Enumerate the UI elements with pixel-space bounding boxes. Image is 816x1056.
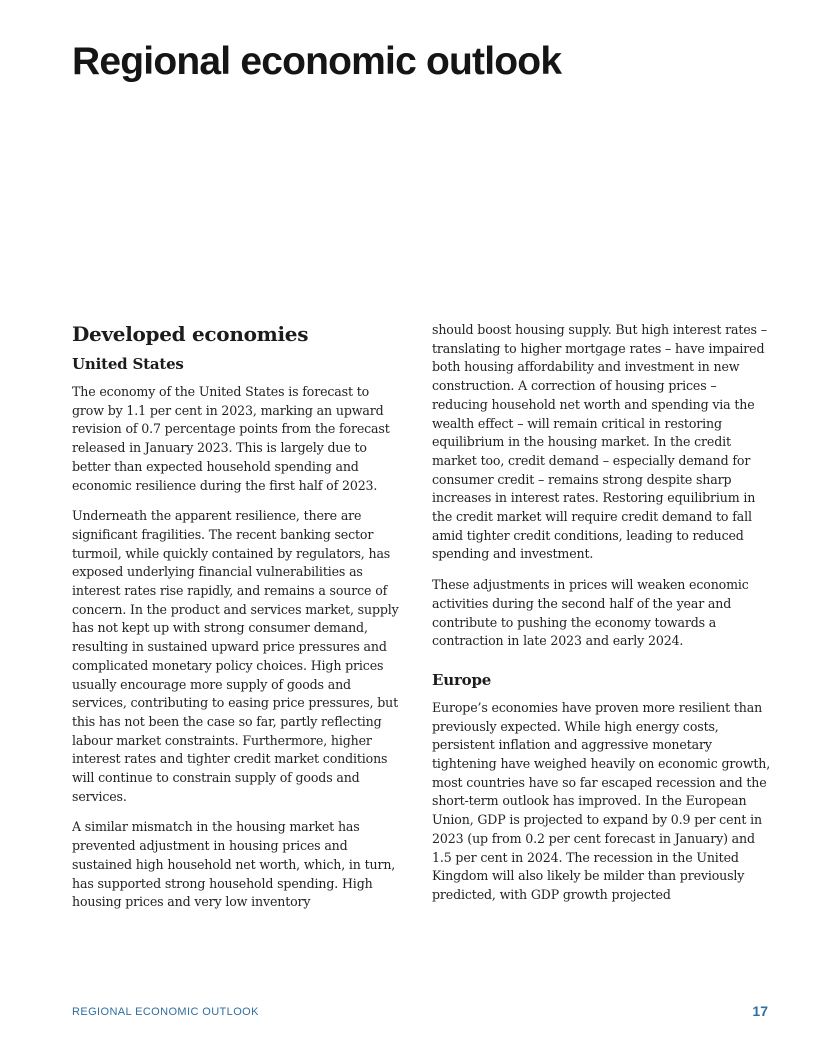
subheading-europe: Europe: [432, 670, 492, 689]
page-number: 17: [752, 1003, 768, 1019]
section-heading-developed-economies: Developed economies: [72, 322, 309, 346]
subheading-united-states: United States: [72, 355, 184, 373]
footer-running-title: REGIONAL ECONOMIC OUTLOOK: [72, 1006, 259, 1018]
paragraph: The economy of the United States is forecast to grow by 1.1 per cent in 2023, marking an upward revision of 0.7 percentage points from the forecast released in January 2023. This is largely due to better than expected household spending and economic resilience during the first half of 2023.: [72, 384, 390, 493]
paragraph: should boost housing supply. But high interest rates – translating to higher mortgage rates – have impaired both housing affordability and investment in new construction. A correction of housing prices – reducing household net worth and spending via the wealth effect – will remain critical in restoring equilibrium in the housing market. In the credit market too, credit demand – especially demand for consumer credit – remains strong despite sharp increases in interest rates. Restoring equilibrium in the credit market will require credit demand to fall amid tighter credit conditions, leading to reduced spending and investment.: [432, 322, 767, 562]
paragraph: Underneath the apparent resilience, there are significant fragilities. The recent banking sector turmoil, while quickly contained by regulators, has exposed underlying financial vulnerabilities as interest rates rise rapidly, and remains a source of concern. In the product and services market, supply has not kept up with strong consumer demand, resulting in sustained upward price pressures and complicated monetary policy choices. High prices usually encourage more supply of goods and services, contributing to easing price pressures, but this has not been the case so far, partly reflecting labour market constraints. Furthermore, higher interest rates and tighter credit market conditions will continue to constrain supply of goods and services.: [72, 508, 399, 804]
paragraph: Europe’s economies have proven more resilient than previously expected. While high energy costs, persistent inflation and aggressive monetary tightening have weighed heavily on economic growth, most countries have so far escaped recession and the short-term outlook has improved. In the European Union, GDP is projected to expand by 0.9 per cent in 2023 (up from 0.2 per cent forecast in January) and 1.5 per cent in 2024. The recession in the United Kingdom will also likely be milder than previously predicted, with GDP growth projected: [432, 699, 771, 902]
page-title: Regional economic outlook: [72, 40, 562, 83]
paragraph: A similar mismatch in the housing market has prevented adjustment in housing prices and sustained high household net worth, which, in turn, has supported strong household spending. High housing prices and very low inventory: [72, 819, 396, 910]
paragraph: These adjustments in prices will weaken economic activities during the second half of the year and contribute to pushing the economy towards a contraction in late 2023 and early 2024.: [432, 577, 749, 649]
left-column: [72, 318, 404, 924]
right-column: [432, 321, 772, 917]
